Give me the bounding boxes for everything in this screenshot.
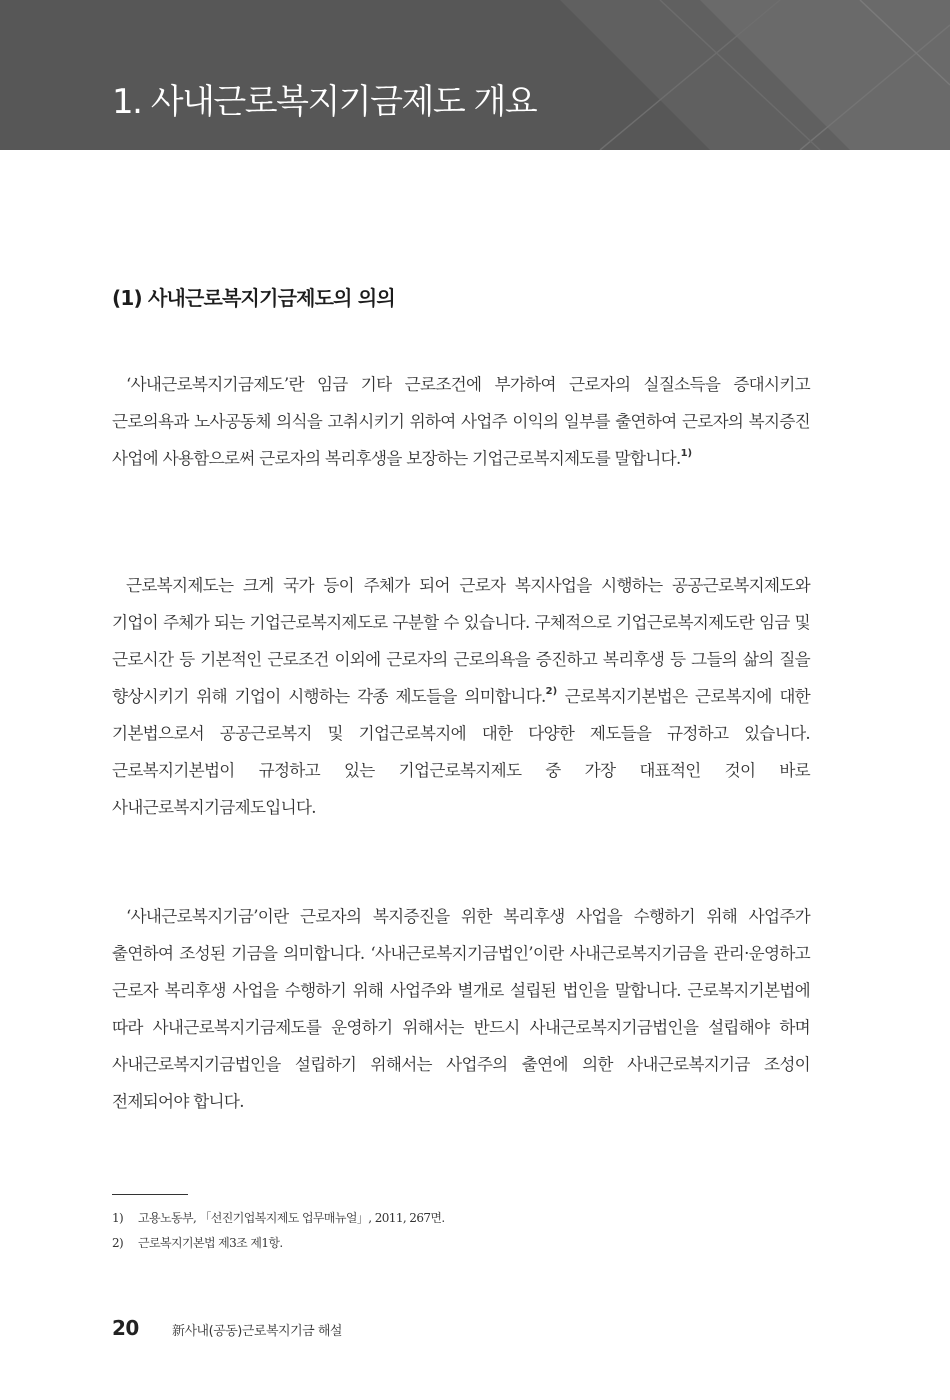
- chapter-title: 1. 사내근로복지기금제도 개요: [112, 82, 537, 122]
- footnote-item: [112, 1206, 445, 1231]
- paragraph-2-text-b: 근로복지기본법은 근로복지에 대한 기본법으로서 공공근로복지 및 기업근로복지에 대한 다양한 제도들을 규정하고 있습니다. 근로복지기본법이 규정하고 있는 기업근로복지제도 중 가장 대표적인 것이 바로 사내근로복지기금제도입니다.: [112, 687, 811, 817]
- section-heading: (1) 사내근로복지기금제도의 의의: [112, 286, 395, 310]
- footnote-list: [112, 1206, 445, 1256]
- footnote-number: 2): [112, 1236, 124, 1250]
- footnote-separator: [112, 1194, 188, 1195]
- body-paragraph-1: [112, 366, 810, 477]
- paragraph-1-text: ‘사내근로복지기금제도’란 임금 기타 근로조건에 부가하여 근로자의 실질소득을 증대시키고 근로의욕과 노사공동체 의식을 고취시키기 위하여 사업주 이익의 일부를 출연하여 근로자의 복지증진 사업에 사용함으로써 근로자의 복리후생을 보장하는 기업근로복지제도를 말합니다.: [112, 375, 810, 468]
- footnote-reference-2: 2): [545, 686, 558, 697]
- page-number: 20: [112, 1316, 139, 1340]
- chapter-header-band: [0, 0, 950, 150]
- footnote-text: 근로복지기본법 제3조 제1항.: [138, 1236, 283, 1250]
- footnote-item: [112, 1231, 445, 1256]
- body-paragraph-2: [112, 567, 810, 826]
- footnote-number: 1): [112, 1211, 124, 1225]
- footnote-reference-1: 1): [680, 448, 693, 459]
- body-paragraph-3: ‘사내근로복지기금’이란 근로자의 복지증진을 위한 복리후생 사업을 수행하기 위해 사업주가 출연하여 조성된 기금을 의미합니다. ‘사내근로복지기금법인’이란 사내근로복지기금을 관리·운영하고 근로자 복리후생 사업을 수행하기 위해 사업주와 별개로 설립된 법인을 말합니다. 근로복지기본법에 따라 사내근로복지기금제도를 운영하기 위해서는 반드시 사내근로복지기금법인을 설립해야 하며 사내근로복지기금법인을 설립하기 위해서는 사업주의 출연에 의한 사내근로복지기금 조성이 전제되어야 합니다.: [112, 907, 810, 1111]
- paragraph-2-text-a: 근로복지제도는 크게 국가 등이 주체가 되어 근로자 복지사업을 시행하는 공공근로복지제도와 기업이 주체가 되는 기업근로복지제도로 구분할 수 있습니다. 구체적으로 기업근로복지제도란 임금 및 근로시간 등 기본적인 근로조건 이외에 근로자의 근로의욕을 증진하고 복리후생 등 그들의 삶의 질을 향상시키기 위해 기업이 시행하는 각종 제도들을 의미합니다.: [112, 576, 811, 706]
- running-footer-title: 新사내(공동)근로복지기금 해설: [172, 1324, 342, 1339]
- footnote-text: 고용노동부, 「선진기업복지제도 업무매뉴얼」, 2011, 267면.: [138, 1211, 445, 1225]
